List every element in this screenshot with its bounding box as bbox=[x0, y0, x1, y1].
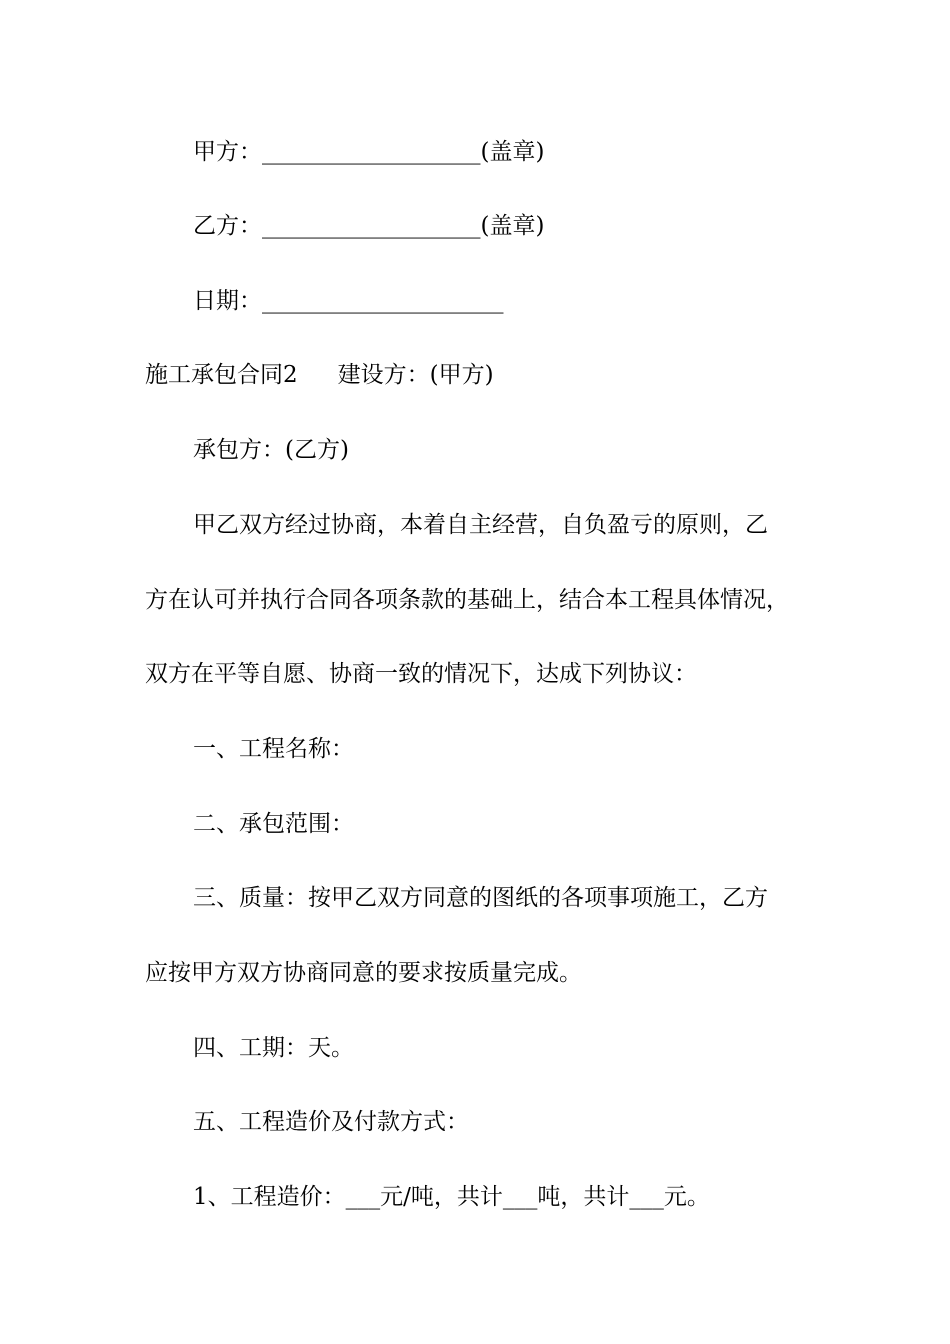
contract-title: 施工承包合同2 bbox=[145, 362, 298, 388]
party-b-signature-line: 乙方：___________________(盖章) bbox=[193, 213, 545, 239]
clause-project-name: 一、工程名称： bbox=[193, 736, 354, 762]
intro-paragraph-line-1: 甲乙双方经过协商，本着自主经营，自负盈亏的原则，乙 bbox=[193, 512, 768, 538]
contractor-party: 承包方：(乙方) bbox=[193, 437, 349, 463]
builder-party: 建设方：(甲方) bbox=[337, 362, 494, 388]
clause-quality-line-1: 三、质量：按甲乙双方同意的图纸的各项事项施工，乙方 bbox=[193, 885, 768, 911]
clause-scope: 二、承包范围： bbox=[193, 811, 354, 837]
contract-heading-row bbox=[145, 360, 835, 390]
clause-quality-line-2: 应按甲方双方协商同意的要求按质量完成。 bbox=[145, 960, 582, 986]
date-line: 日期：_____________________ bbox=[193, 288, 504, 314]
intro-paragraph-line-2: 方在认可并执行合同各项条款的基础上，结合本工程具体情况， bbox=[145, 587, 789, 613]
clause-project-cost: 1、工程造价：___元/吨，共计___吨，共计___元。 bbox=[193, 1184, 710, 1210]
party-a-signature-line: 甲方：___________________(盖章) bbox=[193, 139, 545, 165]
intro-paragraph-line-3: 双方在平等自愿、协商一致的情况下，达成下列协议： bbox=[145, 661, 697, 687]
clause-duration: 四、工期：天。 bbox=[193, 1035, 354, 1061]
clause-cost-payment: 五、工程造价及付款方式： bbox=[193, 1109, 469, 1135]
